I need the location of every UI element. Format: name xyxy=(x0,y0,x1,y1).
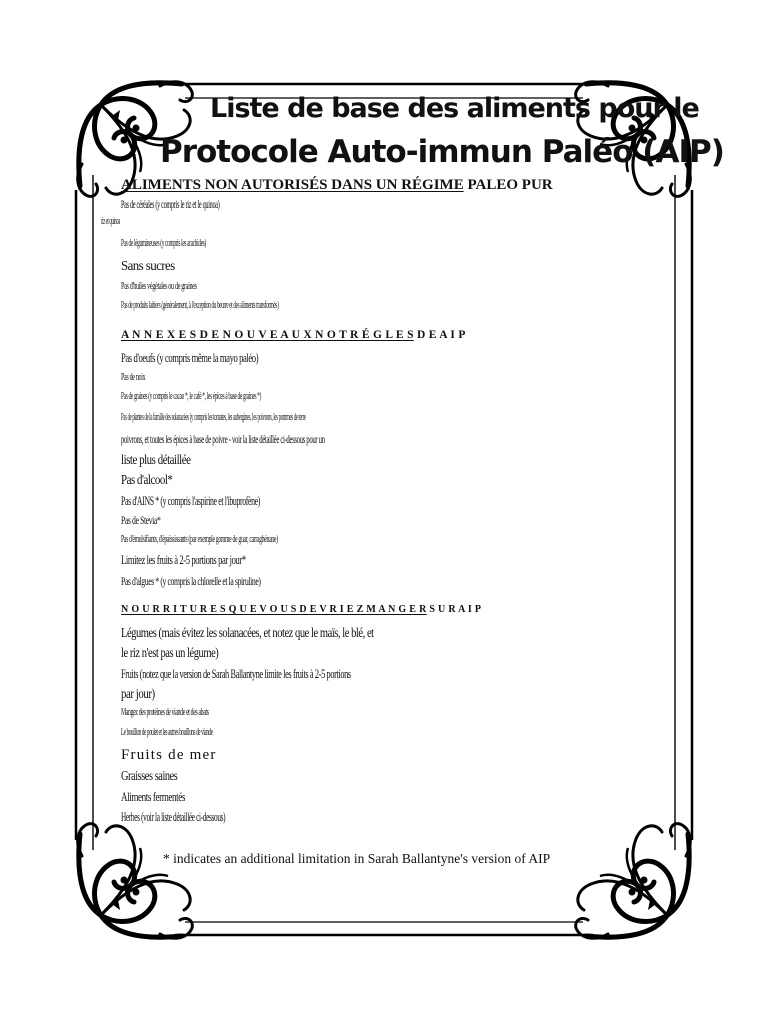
section2-item: Pas de Stevia* xyxy=(121,513,161,527)
page-title-line1: Liste de base des aliments pour le xyxy=(210,93,699,124)
section3-item: le riz n'est pas un légume) xyxy=(121,646,219,661)
section2-item: Pas d'algues * (y compris la chlorelle et la spiruline) xyxy=(121,574,261,588)
section2-item: Limitez les fruits à 2-5 portions par jour* xyxy=(121,552,246,567)
section3-item: Fruits (notez que la version de Sarah Ballantyne limite les fruits à 2-5 portions xyxy=(121,666,351,681)
section2-item: poivrons, et toutes les épices à base de poivre - voir la liste détaillée ci-dessous pour un xyxy=(121,432,325,446)
section3-item: Herbes (voir la liste détaillée ci-dessous) xyxy=(121,809,226,824)
section3-heading-underlined: N O U R R I T U R E S Q U E V O U S D E V R I E Z M A N G E R xyxy=(121,604,427,615)
section3-item: Mangez des protéines de viande et des abats xyxy=(121,707,209,718)
section3-item: Légumes (mais évitez les solanacées, et notez que le maïs, le blé, et xyxy=(121,626,374,641)
section3-item: par jour) xyxy=(121,687,155,702)
section1-item: Pas de céréales (y compris le riz et le quinoa) xyxy=(121,197,220,211)
section1-heading xyxy=(121,178,553,193)
footnote: * indicates an additional limitation in Sarah Ballantyne's version of AIP xyxy=(163,851,551,866)
section2-item: Pas de plantes de la famille des solanacées (y compris les tomates, les aubergines, les poivrons, les pommes de terre xyxy=(121,411,306,423)
corner-flourish-bottom-left xyxy=(78,824,193,939)
corner-flourish-bottom-right xyxy=(576,824,691,939)
section3-item: Aliments fermentés xyxy=(121,789,185,804)
page-title-line2: Protocole Auto-immun Paléo (AIP) xyxy=(160,134,724,170)
section2-item: Pas d'oeufs (y compris même la mayo paléo) xyxy=(121,350,259,365)
section2-item: Pas de graines (y compris le cacao *, le café *, les épices à base de graines *) xyxy=(121,390,262,402)
section3-heading-rest: S U R A I P xyxy=(426,604,482,615)
section2-heading-underlined: A N N E X E S D E N O U V E A U X N O T R É G L E S xyxy=(121,329,414,341)
section1-item: Pas d'huiles végétales ou de graines xyxy=(121,280,197,292)
section1-heading-rest: PALEO PUR xyxy=(463,177,553,193)
section1-item: Sans sucres xyxy=(121,259,175,274)
section1-heading-underlined: ALIMENTS NON AUTORISÉS DANS UN RÉGIME xyxy=(121,177,464,193)
section2-item: liste plus détaillée xyxy=(121,453,191,468)
section3-item: Le bouillon de poulet et les autres bouillons de viande xyxy=(121,727,213,738)
section1-item: Pas de légumineuses (y compris les arachides) xyxy=(121,237,206,249)
section2-item: Pas d'émulsifiants, d'épaississants (par exemple gomme de guar, carraghénane) xyxy=(121,533,278,545)
section1-item: riz et quinoa xyxy=(101,216,120,227)
section3-item: Graisses saines xyxy=(121,769,178,784)
section2-heading-rest: D E A I P xyxy=(413,329,466,341)
section1-item: Pas de produits laitiers (généralement, à l'exception du beurre et des aliments transformés) xyxy=(121,299,279,311)
section2-heading xyxy=(121,330,466,342)
section2-item: Pas de noix xyxy=(121,371,146,383)
section3-heading xyxy=(121,605,481,615)
section2-item: Pas d'alcool* xyxy=(121,473,173,488)
section2-item: Pas d'AINS * (y compris l'aspirine et l'ibuprofène) xyxy=(121,493,261,508)
section3-item: Fruits de mer xyxy=(121,747,217,763)
